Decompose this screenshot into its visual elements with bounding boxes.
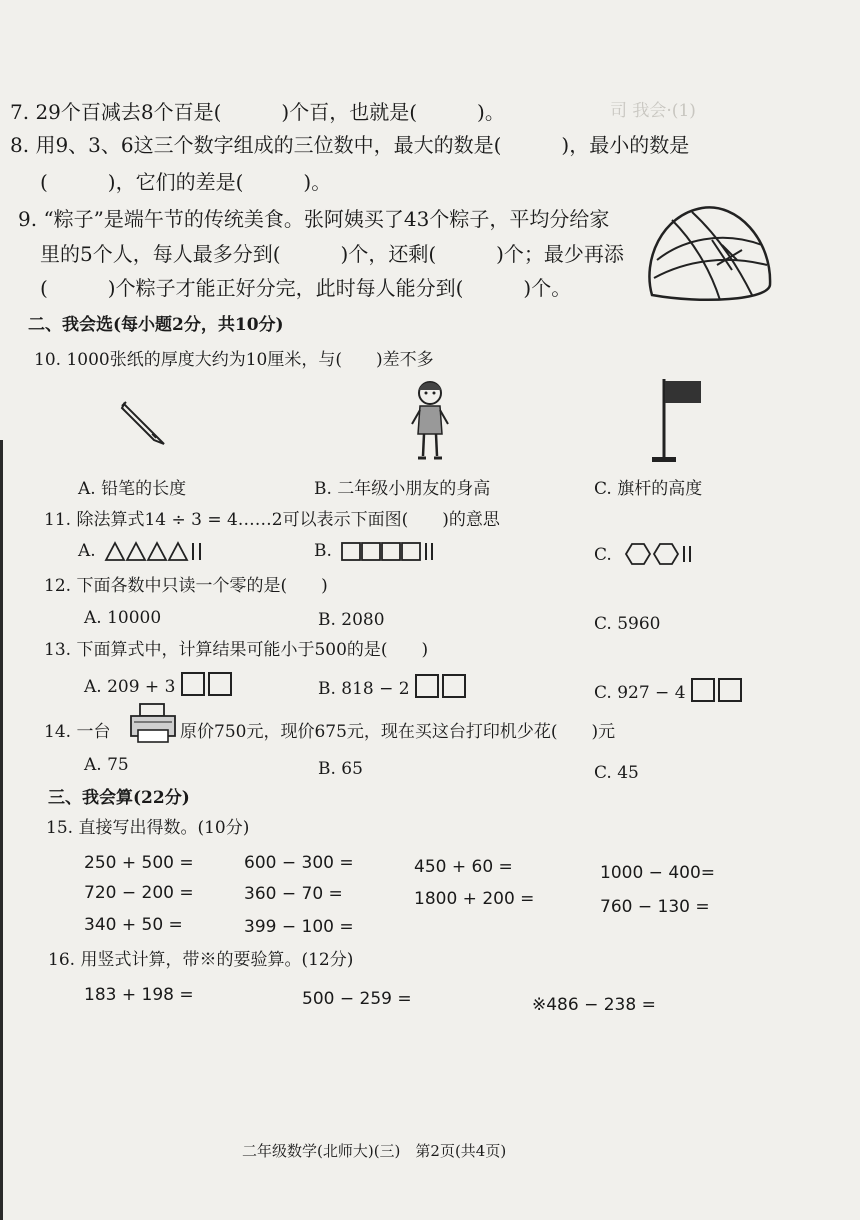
q12-option-a: A. 10000 — [84, 608, 162, 628]
section-2-heading: 二、我会选(每小题2分，共10分) — [28, 315, 284, 335]
calc-item: 340 + 50 = — [84, 915, 183, 935]
answer-box — [208, 672, 232, 696]
flagpole-icon — [648, 375, 708, 465]
answer-box — [691, 678, 715, 702]
question-16: 16. 用竖式计算，带※的要验算。(12分) — [48, 950, 354, 970]
question-9-line2: 里的5个人，每人最多分到( )个，还剩( )个；最少再添 — [40, 242, 624, 266]
section-3-heading: 三、我会算(22分) — [48, 788, 190, 808]
q10-option-a: A. 铅笔的长度 — [78, 479, 187, 499]
q10-option-b: B. 二年级小朋友的身高 — [314, 479, 491, 499]
calc-item: 760 − 130 = — [600, 897, 710, 917]
triangles-icon — [104, 540, 212, 562]
q13-option-b-text: B. 818 − 2 — [318, 679, 410, 699]
question-8-line1: 8. 用9、3、6这三个数字组成的三位数中，最大的数是( )，最小的数是 — [10, 133, 690, 157]
calc-item: 399 − 100 = — [244, 917, 354, 937]
question-14-prefix: 14. 一台 — [44, 722, 111, 742]
answer-box — [718, 678, 742, 702]
answer-box — [442, 674, 466, 698]
question-10: 10. 1000张纸的厚度大约为10厘米，与( )差不多 — [34, 350, 434, 370]
q11-option-c-label: C. — [594, 545, 612, 565]
printer-icon — [128, 702, 178, 746]
q14-option-a: A. 75 — [84, 755, 129, 775]
squares-icon — [340, 540, 440, 562]
calc-item: 360 − 70 = — [244, 884, 343, 904]
calc-item: 600 − 300 = — [244, 853, 354, 873]
question-9-line1: 9. “粽子”是端午节的传统美食。张阿姨买了43个粽子，平均分给家 — [18, 207, 610, 231]
page-edge-line — [0, 440, 3, 1220]
question-12: 12. 下面各数中只读一个零的是( ) — [44, 576, 328, 596]
q13-option-c — [594, 678, 745, 704]
q13-option-a-text: A. 209 + 3 — [84, 677, 176, 697]
question-15: 15. 直接写出得数。(10分) — [46, 818, 250, 838]
q13-option-b — [318, 674, 469, 700]
q13-option-c-text: C. 927 − 4 — [594, 683, 686, 703]
vertical-calc-item: ※486 − 238 = — [532, 995, 656, 1015]
q12-option-b: B. 2080 — [318, 610, 385, 630]
page-footer: 二年级数学(北师大)(三) 第2页(共4页) — [242, 1142, 507, 1160]
question-9-line3: ( )个粽子才能正好分完，此时每人能分到( )个。 — [40, 276, 572, 300]
question-7: 7. 29个百减去8个百是( )个百，也就是( )。 — [10, 100, 505, 124]
pencil-icon — [118, 398, 168, 446]
question-13: 13. 下面算式中，计算结果可能小于500的是( ) — [44, 640, 429, 660]
q10-option-c: C. 旗杆的高度 — [594, 479, 703, 499]
q11-option-a-label: A. — [78, 541, 96, 561]
question-8-line2: ( )，它们的差是( )。 — [40, 170, 332, 194]
q14-option-c: C. 45 — [594, 763, 639, 783]
vertical-calc-item: 183 + 198 = — [84, 985, 194, 1005]
vertical-calc-item: 500 − 259 = — [302, 989, 412, 1009]
hexagons-icon — [620, 542, 700, 566]
calc-item: 1800 + 200 = — [414, 889, 535, 909]
question-11: 11. 除法算式14 ÷ 3 = 4……2可以表示下面图( )的意思 — [44, 510, 500, 530]
q13-option-a — [84, 672, 235, 698]
calc-item: 250 + 500 = — [84, 853, 194, 873]
child-icon — [408, 378, 452, 462]
q12-option-c: C. 5960 — [594, 614, 661, 634]
calc-item: 720 − 200 = — [84, 883, 194, 903]
answer-box — [181, 672, 205, 696]
q11-option-b-label: B. — [314, 541, 332, 561]
question-14-text: 原价750元，现价675元，现在买这台打印机少花( )元 — [180, 722, 616, 742]
q14-option-b: B. 65 — [318, 759, 363, 779]
zongzi-icon — [642, 200, 776, 310]
answer-box — [415, 674, 439, 698]
bleed-through-text: 司 我会·(1) — [610, 101, 696, 121]
calc-item: 450 + 60 = — [414, 857, 513, 877]
calc-item: 1000 − 400= — [600, 863, 716, 883]
